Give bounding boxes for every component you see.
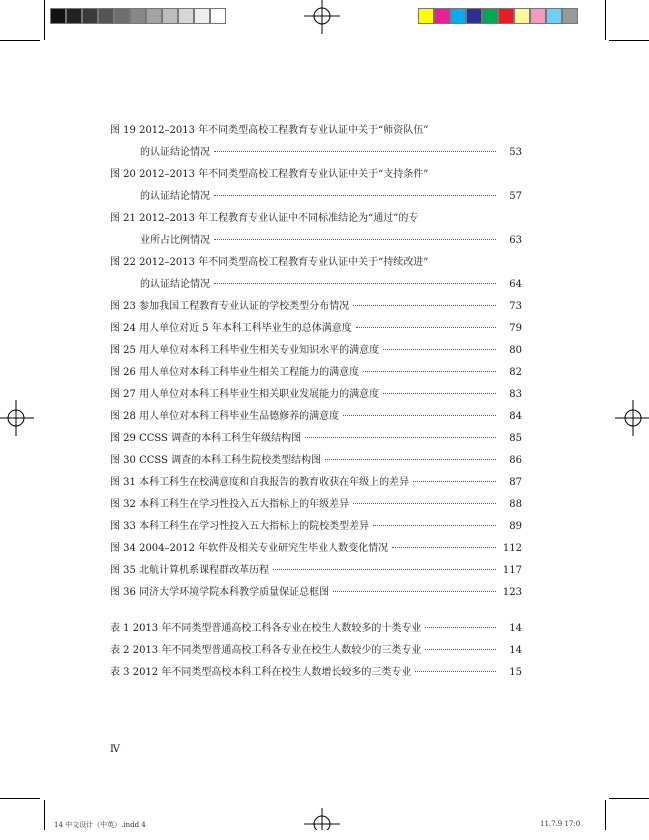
- entry-title: 图 32 本科工科生在学习性投入五大指标上的年级差异: [110, 499, 350, 510]
- dot-leader: [373, 525, 496, 526]
- entry-page-number: 87: [509, 477, 522, 488]
- entry-title: 图 19 2012–2013 年不同类型高校工程教育专业认证中关于“师资队伍”: [110, 125, 429, 136]
- dot-leader: [214, 283, 496, 284]
- color-swatch: [514, 8, 530, 24]
- figure-entry: [110, 560, 522, 582]
- list-of-figures-and-tables: [110, 120, 522, 684]
- figure-entry: [110, 362, 522, 384]
- table-entry: [110, 618, 522, 640]
- gray-swatch: [82, 8, 98, 24]
- figure-entry: [110, 340, 522, 362]
- color-swatch: [450, 8, 466, 24]
- color-swatch: [498, 8, 514, 24]
- entry-title: 图 30 CCSS 调查的本科工科生院校类型结构图: [110, 455, 322, 466]
- entry-title: 图 26 用人单位对本科工科毕业生相关工程能力的满意度: [110, 367, 360, 378]
- dot-leader: [353, 503, 496, 504]
- crop-mark: [0, 40, 40, 41]
- figure-entry: [110, 538, 522, 560]
- dot-leader: [343, 415, 496, 416]
- dot-leader: [363, 371, 496, 372]
- gray-swatch: [66, 8, 82, 24]
- crop-mark: [605, 800, 606, 830]
- gray-color-bar: [50, 8, 226, 24]
- entry-title: 图 31 本科工科生在校满意度和自我报告的教育收获在年级上的差异: [110, 477, 410, 488]
- color-swatch: [466, 8, 482, 24]
- dot-leader: [383, 393, 496, 394]
- dot-leader: [415, 671, 496, 672]
- footer-timestamp: 11.7.9 17:0: [540, 820, 581, 828]
- gray-swatch: [146, 8, 162, 24]
- crop-mark: [44, 0, 45, 40]
- figure-entry: [110, 450, 522, 472]
- entry-page-number: 86: [509, 455, 522, 466]
- color-swatch: [546, 8, 562, 24]
- figure-entry: [110, 428, 522, 450]
- dot-leader: [214, 151, 496, 152]
- cmyk-color-bar: [418, 8, 578, 24]
- entry-title: 图 35 北航计算机系课程群改革历程: [110, 565, 270, 576]
- entry-page-number: 117: [502, 565, 522, 576]
- entry-title: 业所占比例情况: [140, 235, 210, 246]
- entry-title: 图 24 用人单位对近 5 年本科工科毕业生的总体满意度: [110, 323, 352, 334]
- entry-page-number: 88: [509, 499, 522, 510]
- dot-leader: [356, 327, 496, 328]
- gray-swatch: [194, 8, 210, 24]
- gray-swatch: [210, 8, 226, 24]
- dot-leader: [425, 649, 496, 650]
- entry-page-number: 15: [509, 667, 522, 678]
- crop-mark: [44, 800, 45, 830]
- table-entry: [110, 662, 522, 684]
- color-swatch: [418, 8, 434, 24]
- entry-page-number: 82: [509, 367, 522, 378]
- entry-title: 的认证结论情况: [140, 147, 210, 158]
- figure-entry-line: [110, 208, 522, 230]
- entry-page-number: 89: [509, 521, 522, 532]
- dot-leader: [214, 239, 496, 240]
- table-entry: [110, 640, 522, 662]
- entry-page-number: 85: [509, 433, 522, 444]
- figure-entry: [110, 516, 522, 538]
- entry-title: 图 29 CCSS 调查的本科工科生年级结构图: [110, 433, 302, 444]
- entry-page-number: 14: [509, 645, 522, 656]
- entry-title: 的认证结论情况: [140, 279, 210, 290]
- entry-page-number: 63: [509, 235, 522, 246]
- color-swatch: [530, 8, 546, 24]
- figure-entry: [110, 142, 522, 164]
- entry-page-number: 53: [509, 147, 522, 158]
- footer-file-info: 14 中文设计（中英）.indd 4: [54, 821, 146, 829]
- figure-entry-line: [110, 164, 522, 186]
- entry-title: 图 27 用人单位对本科工科毕业生相关职业发展能力的满意度: [110, 389, 380, 400]
- crop-mark: [609, 40, 649, 41]
- entry-page-number: 14: [509, 623, 522, 634]
- dot-leader: [325, 459, 496, 460]
- gray-swatch: [50, 8, 66, 24]
- page-number: Ⅳ: [110, 744, 120, 755]
- dot-leader: [214, 195, 496, 196]
- figure-entry: [110, 406, 522, 428]
- color-swatch: [562, 8, 578, 24]
- color-swatch: [482, 8, 498, 24]
- entry-title: 图 20 2012–2013 年不同类型高校工程教育专业认证中关于“支持条件”: [110, 169, 429, 180]
- dot-leader: [425, 627, 496, 628]
- entry-title: 图 22 2012–2013 年不同类型高校工程教育专业认证中关于“持续改进”: [110, 257, 429, 268]
- entry-page-number: 112: [502, 543, 522, 554]
- registration-mark-icon: [0, 400, 36, 436]
- crop-mark: [605, 0, 606, 40]
- figure-entry: [110, 582, 522, 604]
- figure-entry: [110, 186, 522, 208]
- registration-mark-icon: [304, 0, 340, 36]
- entry-title: 表 2 2013 年不同类型普通高校工科各专业在校生人数较少的三类专业: [110, 645, 422, 656]
- dot-leader: [333, 591, 496, 592]
- entry-title: 图 33 本科工科生在学习性投入五大指标上的院校类型差异: [110, 521, 370, 532]
- dot-leader: [413, 481, 496, 482]
- figure-entry: [110, 318, 522, 340]
- entry-page-number: 84: [509, 411, 522, 422]
- dot-leader: [273, 569, 496, 570]
- entry-title: 表 3 2012 年不同类型高校本科工科在校生人数增长较多的三类专业: [110, 667, 412, 678]
- gray-swatch: [162, 8, 178, 24]
- gray-swatch: [130, 8, 146, 24]
- entry-title: 图 28 用人单位对本科工科毕业生品德修养的满意度: [110, 411, 340, 422]
- entry-page-number: 57: [509, 191, 522, 202]
- registration-mark-icon: [613, 400, 649, 436]
- entry-page-number: 80: [509, 345, 522, 356]
- entry-title: 图 36 同济大学环境学院本科教学质量保证总框图: [110, 587, 330, 598]
- entry-title: 的认证结论情况: [140, 191, 210, 202]
- dot-leader: [353, 305, 496, 306]
- table-list: [110, 618, 522, 684]
- dot-leader: [392, 547, 496, 548]
- dot-leader: [305, 437, 496, 438]
- crop-mark: [609, 798, 649, 799]
- gray-swatch: [178, 8, 194, 24]
- entry-page-number: 83: [509, 389, 522, 400]
- figure-entry: [110, 472, 522, 494]
- entry-title: 图 34 2004–2012 年软件及相关专业研究生毕业人数变化情况: [110, 543, 389, 554]
- registration-mark-icon: [304, 804, 340, 840]
- figure-list: [110, 120, 522, 604]
- entry-page-number: 73: [509, 301, 522, 312]
- dot-leader: [383, 349, 496, 350]
- color-swatch: [434, 8, 450, 24]
- figure-entry: [110, 494, 522, 516]
- entry-title: 图 23 参加我国工程教育专业认证的学校类型分布情况: [110, 301, 350, 312]
- entry-page-number: 64: [509, 279, 522, 290]
- entry-page-number: 79: [509, 323, 522, 334]
- gray-swatch: [98, 8, 114, 24]
- entry-page-number: 123: [502, 587, 522, 598]
- entry-title: 表 1 2013 年不同类型普通高校工科各专业在校生人数较多的十类专业: [110, 623, 422, 634]
- figure-entry: [110, 296, 522, 318]
- figure-entry-line: [110, 120, 522, 142]
- entry-title: 图 25 用人单位对本科工科毕业生相关专业知识水平的满意度: [110, 345, 380, 356]
- crop-mark: [0, 798, 40, 799]
- figure-entry: [110, 384, 522, 406]
- figure-entry-line: [110, 252, 522, 274]
- figure-entry: [110, 274, 522, 296]
- entry-title: 图 21 2012–2013 年工程教育专业认证中不同标准结论为“通过”的专: [110, 213, 419, 224]
- gray-swatch: [114, 8, 130, 24]
- figure-entry: [110, 230, 522, 252]
